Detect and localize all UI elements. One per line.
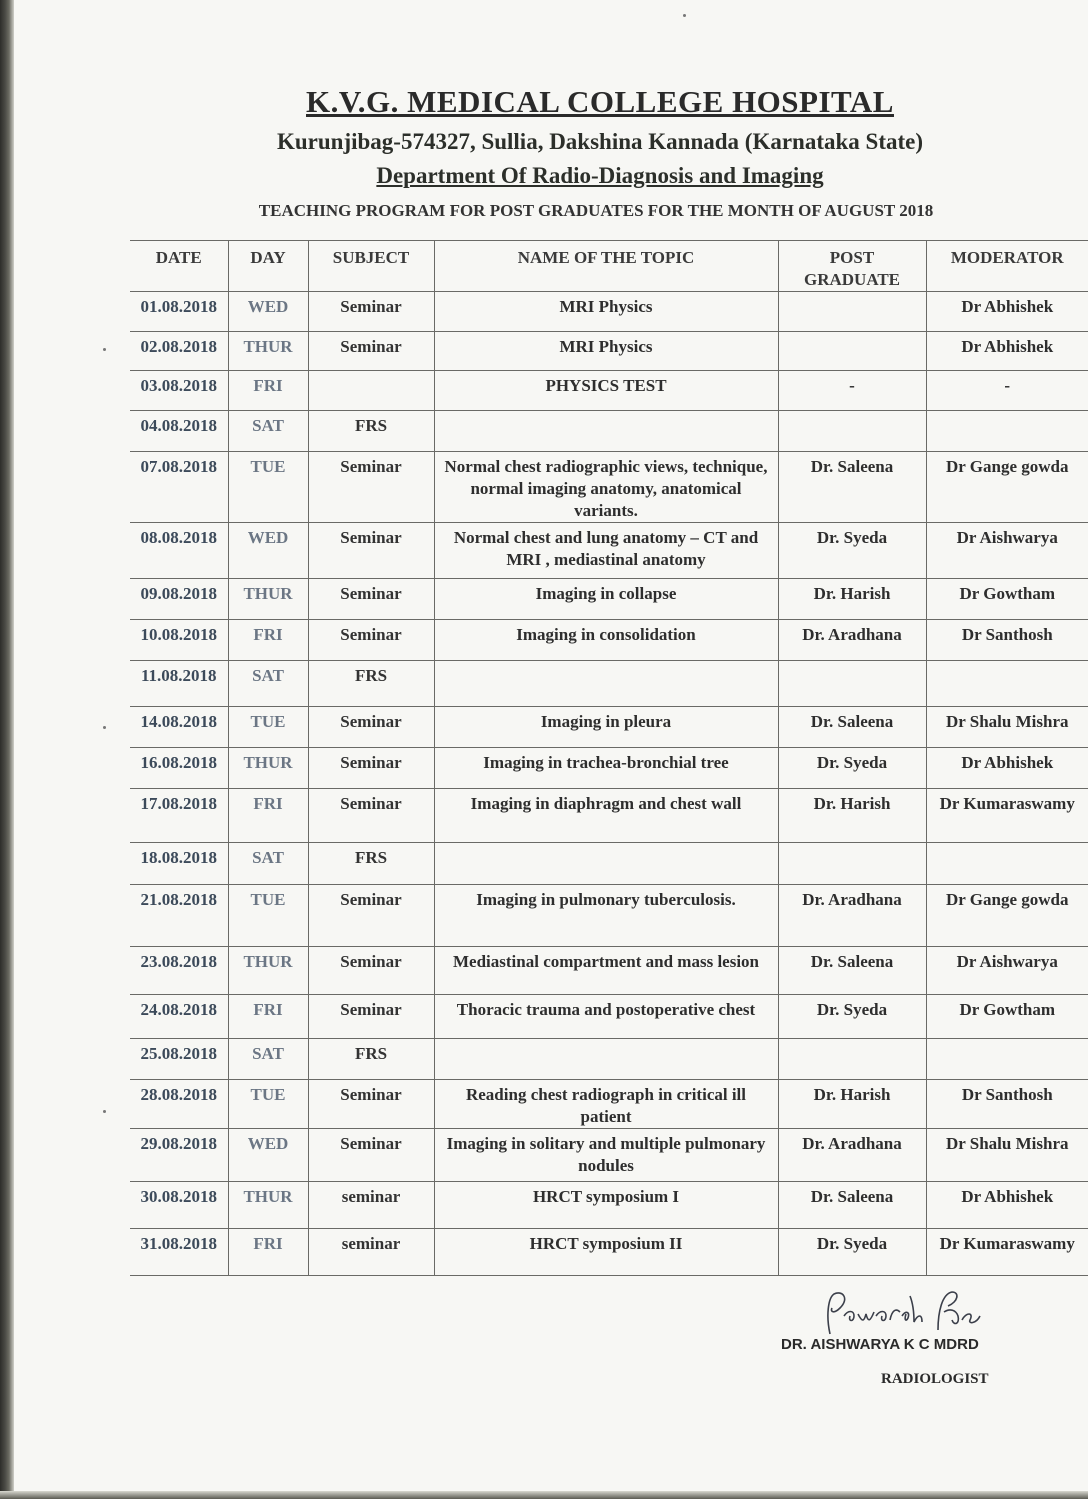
post-graduate-cell bbox=[778, 1039, 926, 1080]
table-row bbox=[130, 1229, 1088, 1276]
program-title: TEACHING PROGRAM FOR POST GRADUATES FOR THE MONTH OF AUGUST 2018 bbox=[258, 201, 934, 220]
date-cell: 24.08.2018 bbox=[130, 995, 228, 1039]
topic-cell bbox=[434, 843, 778, 885]
date-cell: 23.08.2018 bbox=[130, 947, 228, 995]
hospital-address: Kurunjibag-574327, Sullia, Dakshina Kannada (Karnataka State) bbox=[276, 129, 924, 154]
column-header-topic: NAME OF THE TOPIC bbox=[434, 241, 778, 292]
column-header-subject: SUBJECT bbox=[308, 241, 434, 292]
post-graduate-cell: Dr. Harish bbox=[778, 789, 926, 843]
day-cell: TUE bbox=[228, 885, 308, 947]
table-row bbox=[130, 843, 1088, 885]
table-row bbox=[130, 789, 1088, 843]
date-cell: 18.08.2018 bbox=[130, 843, 228, 885]
subject-cell: Seminar bbox=[308, 947, 434, 995]
table-row bbox=[130, 885, 1088, 947]
date-cell: 31.08.2018 bbox=[130, 1229, 228, 1276]
post-graduate-cell: Dr. Syeda bbox=[778, 995, 926, 1039]
scan-speck bbox=[103, 726, 106, 729]
post-graduate-cell: Dr. Aradhana bbox=[778, 1129, 926, 1182]
topic-cell bbox=[434, 1039, 778, 1080]
day-cell: WED bbox=[228, 1129, 308, 1182]
post-graduate-cell: Dr. Harish bbox=[778, 579, 926, 620]
date-cell: 29.08.2018 bbox=[130, 1129, 228, 1182]
post-graduate-cell bbox=[778, 411, 926, 452]
subject-cell: Seminar bbox=[308, 748, 434, 789]
subject-cell bbox=[308, 371, 434, 411]
scan-edge-left bbox=[0, 0, 14, 1499]
moderator-cell: Dr Abhishek bbox=[926, 1182, 1088, 1229]
post-graduate-cell: - bbox=[778, 371, 926, 411]
moderator-cell: Dr Aishwarya bbox=[926, 947, 1088, 995]
moderator-cell: Dr Shalu Mishra bbox=[926, 1129, 1088, 1182]
moderator-cell: Dr Kumaraswamy bbox=[926, 789, 1088, 843]
scan-speck bbox=[683, 14, 686, 17]
date-cell: 02.08.2018 bbox=[130, 332, 228, 371]
moderator-cell: Dr Abhishek bbox=[926, 748, 1088, 789]
moderator-cell: Dr Kumaraswamy bbox=[926, 1229, 1088, 1276]
day-cell: FRI bbox=[228, 1229, 308, 1276]
topic-cell: MRI Physics bbox=[434, 332, 778, 371]
date-cell: 08.08.2018 bbox=[130, 523, 228, 579]
subject-cell: FRS bbox=[308, 661, 434, 707]
topic-cell: Mediastinal compartment and mass lesion bbox=[434, 947, 778, 995]
topic-cell: Reading chest radiograph in critical ill patient bbox=[434, 1080, 778, 1129]
signatory-title: RADIOLOGIST bbox=[881, 1371, 989, 1387]
subject-cell: seminar bbox=[308, 1182, 434, 1229]
subject-cell: Seminar bbox=[308, 789, 434, 843]
table-row bbox=[130, 523, 1088, 579]
date-cell: 03.08.2018 bbox=[130, 371, 228, 411]
date-cell: 07.08.2018 bbox=[130, 452, 228, 523]
scan-speck bbox=[103, 1110, 106, 1113]
table-row bbox=[130, 371, 1088, 411]
topic-cell: Imaging in consolidation bbox=[434, 620, 778, 661]
moderator-cell: Dr Abhishek bbox=[926, 292, 1088, 332]
date-cell: 09.08.2018 bbox=[130, 579, 228, 620]
table-row bbox=[130, 1039, 1088, 1080]
topic-cell: Thoracic trauma and postoperative chest bbox=[434, 995, 778, 1039]
day-cell: TUE bbox=[228, 1080, 308, 1129]
table-row bbox=[130, 1182, 1088, 1229]
topic-cell: MRI Physics bbox=[434, 292, 778, 332]
moderator-cell bbox=[926, 843, 1088, 885]
date-cell: 01.08.2018 bbox=[130, 292, 228, 332]
day-cell: FRI bbox=[228, 995, 308, 1039]
topic-cell: Imaging in pleura bbox=[434, 707, 778, 748]
moderator-cell bbox=[926, 661, 1088, 707]
table-row bbox=[130, 620, 1088, 661]
table-row bbox=[130, 947, 1088, 995]
table-row bbox=[130, 748, 1088, 789]
subject-cell: FRS bbox=[308, 411, 434, 452]
moderator-cell: Dr Shalu Mishra bbox=[926, 707, 1088, 748]
post-graduate-cell: Dr. Saleena bbox=[778, 1182, 926, 1229]
table-row bbox=[130, 332, 1088, 371]
subject-cell: Seminar bbox=[308, 332, 434, 371]
date-cell: 21.08.2018 bbox=[130, 885, 228, 947]
subject-cell: Seminar bbox=[308, 523, 434, 579]
date-cell: 28.08.2018 bbox=[130, 1080, 228, 1129]
date-cell: 14.08.2018 bbox=[130, 707, 228, 748]
post-graduate-cell: Dr. Aradhana bbox=[778, 885, 926, 947]
subject-cell: Seminar bbox=[308, 1080, 434, 1129]
topic-cell: Imaging in trachea-bronchial tree bbox=[434, 748, 778, 789]
table-header-row bbox=[130, 241, 1088, 292]
post-graduate-cell: Dr. Aradhana bbox=[778, 620, 926, 661]
moderator-cell: Dr Gowtham bbox=[926, 995, 1088, 1039]
post-graduate-cell bbox=[778, 661, 926, 707]
subject-cell: Seminar bbox=[308, 995, 434, 1039]
moderator-cell: - bbox=[926, 371, 1088, 411]
date-cell: 17.08.2018 bbox=[130, 789, 228, 843]
post-graduate-cell: Dr. Syeda bbox=[778, 748, 926, 789]
day-cell: FRI bbox=[228, 620, 308, 661]
day-cell: SAT bbox=[228, 411, 308, 452]
topic-cell: HRCT symposium II bbox=[434, 1229, 778, 1276]
post-graduate-cell: Dr. Saleena bbox=[778, 707, 926, 748]
day-cell: SAT bbox=[228, 843, 308, 885]
subject-cell: Seminar bbox=[308, 620, 434, 661]
post-graduate-cell bbox=[778, 332, 926, 371]
day-cell: WED bbox=[228, 523, 308, 579]
date-cell: 10.08.2018 bbox=[130, 620, 228, 661]
topic-cell: PHYSICS TEST bbox=[434, 371, 778, 411]
schedule-table bbox=[130, 240, 1088, 1276]
moderator-cell bbox=[926, 1039, 1088, 1080]
post-graduate-cell bbox=[778, 843, 926, 885]
day-cell: TUE bbox=[228, 707, 308, 748]
topic-cell: Imaging in collapse bbox=[434, 579, 778, 620]
post-graduate-cell: Dr. Syeda bbox=[778, 523, 926, 579]
subject-cell: Seminar bbox=[308, 579, 434, 620]
day-cell: FRI bbox=[228, 371, 308, 411]
day-cell: THUR bbox=[228, 748, 308, 789]
table-row bbox=[130, 707, 1088, 748]
moderator-cell: Dr Abhishek bbox=[926, 332, 1088, 371]
post-graduate-cell bbox=[778, 292, 926, 332]
column-header-post-graduate: POST GRADUATE bbox=[778, 241, 926, 292]
scan-speck bbox=[103, 348, 106, 351]
day-cell: THUR bbox=[228, 1182, 308, 1229]
department-title: Department Of Radio-Diagnosis and Imaging bbox=[376, 163, 824, 188]
column-header-day: DAY bbox=[228, 241, 308, 292]
day-cell: THUR bbox=[228, 332, 308, 371]
topic-cell: Imaging in solitary and multiple pulmonary nodules bbox=[434, 1129, 778, 1182]
date-cell: 30.08.2018 bbox=[130, 1182, 228, 1229]
moderator-cell: Dr Gowtham bbox=[926, 579, 1088, 620]
date-cell: 25.08.2018 bbox=[130, 1039, 228, 1080]
subject-cell: Seminar bbox=[308, 885, 434, 947]
subject-cell: Seminar bbox=[308, 707, 434, 748]
day-cell: TUE bbox=[228, 452, 308, 523]
table-row bbox=[130, 995, 1088, 1039]
subject-cell: seminar bbox=[308, 1229, 434, 1276]
topic-cell bbox=[434, 661, 778, 707]
table-row bbox=[130, 661, 1088, 707]
topic-cell: Imaging in diaphragm and chest wall bbox=[434, 789, 778, 843]
moderator-cell: Dr Gange gowda bbox=[926, 885, 1088, 947]
moderator-cell: Dr Aishwarya bbox=[926, 523, 1088, 579]
signatory-name: DR. AISHWARYA K C MDRD bbox=[781, 1336, 979, 1353]
date-cell: 11.08.2018 bbox=[130, 661, 228, 707]
day-cell: FRI bbox=[228, 789, 308, 843]
table-row bbox=[130, 579, 1088, 620]
topic-cell: Normal chest and lung anatomy – CT and MRI , mediastinal anatomy bbox=[434, 523, 778, 579]
table-row bbox=[130, 452, 1088, 523]
date-cell: 04.08.2018 bbox=[130, 411, 228, 452]
date-cell: 16.08.2018 bbox=[130, 748, 228, 789]
hospital-title: K.V.G. MEDICAL COLLEGE HOSPITAL bbox=[306, 84, 894, 119]
subject-cell: FRS bbox=[308, 843, 434, 885]
day-cell: THUR bbox=[228, 947, 308, 995]
column-header-date: DATE bbox=[130, 241, 228, 292]
subject-cell: Seminar bbox=[308, 1129, 434, 1182]
subject-cell: FRS bbox=[308, 1039, 434, 1080]
table-row bbox=[130, 1129, 1088, 1182]
post-graduate-cell: Dr. Harish bbox=[778, 1080, 926, 1129]
column-header-moderator: MODERATOR bbox=[926, 241, 1088, 292]
moderator-cell: Dr Santhosh bbox=[926, 620, 1088, 661]
topic-cell: HRCT symposium I bbox=[434, 1182, 778, 1229]
day-cell: THUR bbox=[228, 579, 308, 620]
moderator-cell bbox=[926, 411, 1088, 452]
topic-cell: Imaging in pulmonary tuberculosis. bbox=[434, 885, 778, 947]
moderator-cell: Dr Gange gowda bbox=[926, 452, 1088, 523]
topic-cell bbox=[434, 411, 778, 452]
subject-cell: Seminar bbox=[308, 292, 434, 332]
subject-cell: Seminar bbox=[308, 452, 434, 523]
day-cell: WED bbox=[228, 292, 308, 332]
topic-cell: Normal chest radiographic views, technique, normal imaging anatomy, anatomical variants. bbox=[434, 452, 778, 523]
table-row bbox=[130, 292, 1088, 332]
table-row bbox=[130, 411, 1088, 452]
table-row bbox=[130, 1080, 1088, 1129]
post-graduate-cell: Dr. Syeda bbox=[778, 1229, 926, 1276]
day-cell: SAT bbox=[228, 661, 308, 707]
post-graduate-cell: Dr. Saleena bbox=[778, 947, 926, 995]
scan-edge-bottom bbox=[0, 1491, 1088, 1499]
handwritten-signature bbox=[810, 1286, 990, 1341]
moderator-cell: Dr Santhosh bbox=[926, 1080, 1088, 1129]
post-graduate-cell: Dr. Saleena bbox=[778, 452, 926, 523]
day-cell: SAT bbox=[228, 1039, 308, 1080]
